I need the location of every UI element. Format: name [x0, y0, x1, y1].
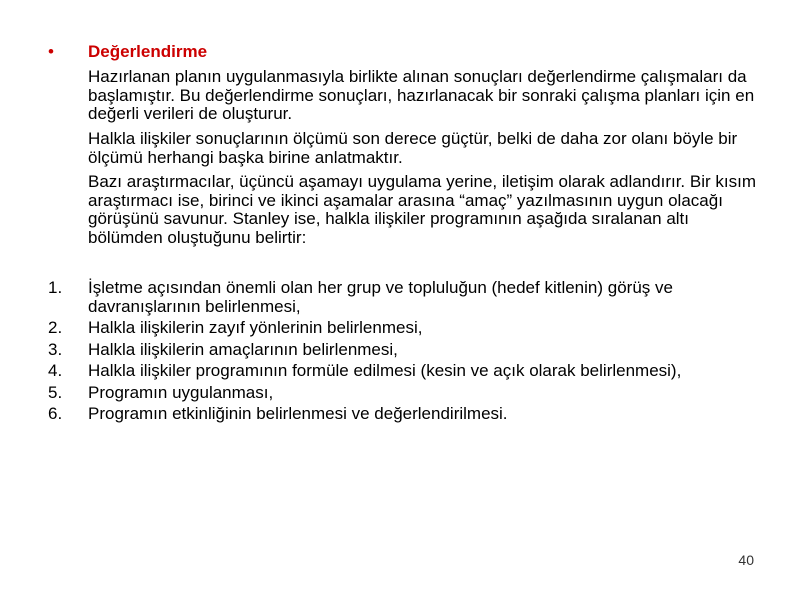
list-item	[0, 319, 800, 338]
list-item	[0, 405, 800, 424]
list-item-number: 6.	[48, 404, 63, 423]
list-item-number: 4.	[48, 361, 63, 380]
list-item-text: Halkla ilişkilerin zayıf yönlerinin belirlenmesi,	[88, 318, 423, 337]
paragraph-2: Halkla ilişkiler sonuçlarının ölçümü son derece güçtür, belki de daha zor olanı böyle bir ölçümü herhangi başka birine anlatmaktır.	[88, 129, 738, 167]
page-number: 40	[738, 552, 754, 568]
list-item	[0, 341, 800, 360]
list-item-text: Halkla ilişkiler programının formüle edilmesi (kesin ve açık olarak belirlenmesi),	[88, 361, 682, 380]
list-item-number: 1.	[48, 278, 63, 297]
bullet-dot-icon: •	[48, 42, 54, 61]
list-item-number: 5.	[48, 382, 63, 402]
paragraph-1: Hazırlanan planın uygulanmasıyla birlikte alınan sonuçları değerlendirme çalışmaları da başlamıştır. Bu değerlendirme sonuçları, hazırlanacak bir sonraki çalışma planları için en değerli verileri de oluşturur.	[88, 67, 755, 123]
list-item-text: İşletme açısından önemli olan her grup ve topluluğun (hedef kitlenin) görüş ve davranışlarının belirlenmesi,	[88, 278, 673, 316]
list-item-text: Halkla ilişkilerin amaçlarının belirlenmesi,	[88, 339, 398, 359]
section-heading: Değerlendirme	[88, 42, 208, 61]
paragraph-3: Bazı araştırmacılar, üçüncü aşamayı uygulama yerine, iletişim olarak adlandırır. Bir kısım araştırmacı ise, birinci ve ikinci aşamalar arasına “amaç” yazılmasının uygun olacağı görüşünü savunur. Stanley ise, halkla ilişkiler programının aşağıda sıralanan altı bölümden oluştuğunu belirtir:	[88, 172, 756, 247]
list-item-number: 3.	[48, 339, 63, 359]
list-item	[0, 362, 800, 381]
list-item	[0, 384, 800, 403]
list-item-number: 2.	[48, 318, 63, 337]
numbered-list	[0, 279, 800, 427]
list-item-text: Programın uygulanması,	[88, 382, 274, 402]
list-item-text: Programın etkinliğinin belirlenmesi ve değerlendirilmesi.	[88, 404, 508, 423]
list-item	[0, 279, 800, 316]
